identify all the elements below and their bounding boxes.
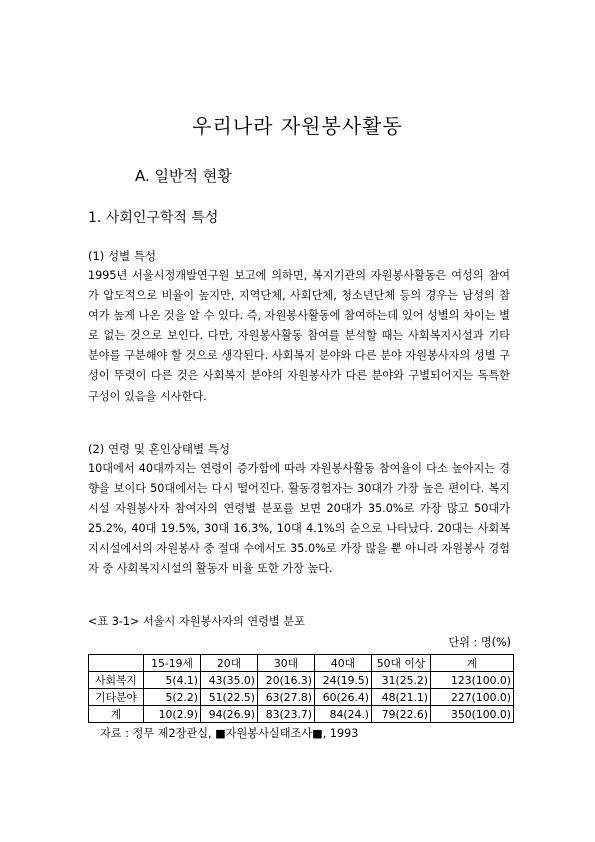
row-label: 사회복지 <box>89 672 144 689</box>
header-cell <box>89 655 144 672</box>
row-label: 기타분야 <box>89 689 144 706</box>
subtitle: A. 일반적 현황 <box>135 167 232 185</box>
table-caption: <표 3-1> 서울시 자원봉사자의 연령별 분포 <box>88 615 305 628</box>
table-cell: 20(16.3) <box>258 672 315 689</box>
header-cell: 15-19세 <box>144 655 201 672</box>
table-cell: 5(2.2) <box>144 689 201 706</box>
table-cell: 63(27.8) <box>258 689 315 706</box>
gender-heading: (1) 성별 특성 <box>88 249 157 263</box>
table-unit: 단위 : 명(%) <box>448 636 511 649</box>
table-header-row <box>89 655 514 672</box>
gender-paragraph: 1995년 서울시정개발연구원 보고에 의하면, 복지기관의 자원봉사활동은 여성의 참여가 압도적으로 비율이 높지만, 지역단체, 사회단체, 청소년단체 등의 경우는 남성의 참여가 높게 나온 것을 알 수 있다. 즉, 자원봉사활동에 참여하는데 있어 성별의 차이는 별로 없는 것으로 보인다. 다만, 자원봉사활동 참여를 분석할 때는 사회복지시설과 기타 분야를 구분해야 할 것으로 생각된다. 사회복지 분야와 다른 분야 자원봉사자의 성별 구성이 뚜렷이 다른 것은 사회복지 분야의 자원봉사가 다른 분야와 구별되어지는 독특한 구성이 있음을 시사한다. <box>88 269 510 403</box>
table-cell: 43(35.0) <box>201 672 258 689</box>
table-row <box>89 672 514 689</box>
table-cell: 227(100.0) <box>431 689 514 706</box>
table-cell: 79(22.6) <box>372 706 431 723</box>
header-cell: 50대 이상 <box>372 655 431 672</box>
table-cell: 94(26.9) <box>201 706 258 723</box>
table-cell: 10(2.9) <box>144 706 201 723</box>
table-cell: 48(21.1) <box>372 689 431 706</box>
table-cell: 31(25.2) <box>372 672 431 689</box>
table-cell: 350(100.0) <box>431 706 514 723</box>
table-cell: 123(100.0) <box>431 672 514 689</box>
page-title: 우리나라 자원봉사활동 <box>192 114 403 138</box>
section-heading: 1. 사회인구학적 특성 <box>88 210 219 226</box>
age-paragraph: 10대에서 40대까지는 연령이 증가함에 따라 자원봉사활동 참여율이 다소 높아지는 경향을 보이다 50대에서는 다시 떨어진다. 활동경험자는 30대가 가장 높은 편이다. 복지시설 자원봉사자 참여자의 연령별 분포를 보면 20대가 35.0%로 가장 많고 50대가 25.2%, 40대 19.5%, 30대 16.3%, 10대 4.1%의 순으로 나타났다. 20대는 사회복지시설에서의 자원봉사 중 절대 수에서도 35.0%로 가장 많을 뿐 아니라 자원봉사 경험자 중 사회복지시설의 활동자 비율 또한 가장 높다. <box>88 462 510 576</box>
table-cell: 24(19.5) <box>315 672 372 689</box>
header-cell: 30대 <box>258 655 315 672</box>
header-cell: 20대 <box>201 655 258 672</box>
header-cell: 계 <box>431 655 514 672</box>
table-row <box>89 706 514 723</box>
header-cell: 40대 <box>315 655 372 672</box>
age-heading: (2) 연령 및 혼인상태별 특성 <box>88 442 231 456</box>
table-cell: 83(23.7) <box>258 706 315 723</box>
table-source: 자료 : 정무 제2장관실, ■자원봉사실태조사■, 1993 <box>100 727 359 740</box>
table-cell: 60(26.4) <box>315 689 372 706</box>
table-row <box>89 689 514 706</box>
table-cell: 51(22.5) <box>201 689 258 706</box>
table-cell: 84(24.) <box>315 706 372 723</box>
row-label: 계 <box>89 706 144 723</box>
age-distribution-table <box>88 654 514 723</box>
table-cell: 5(4.1) <box>144 672 201 689</box>
